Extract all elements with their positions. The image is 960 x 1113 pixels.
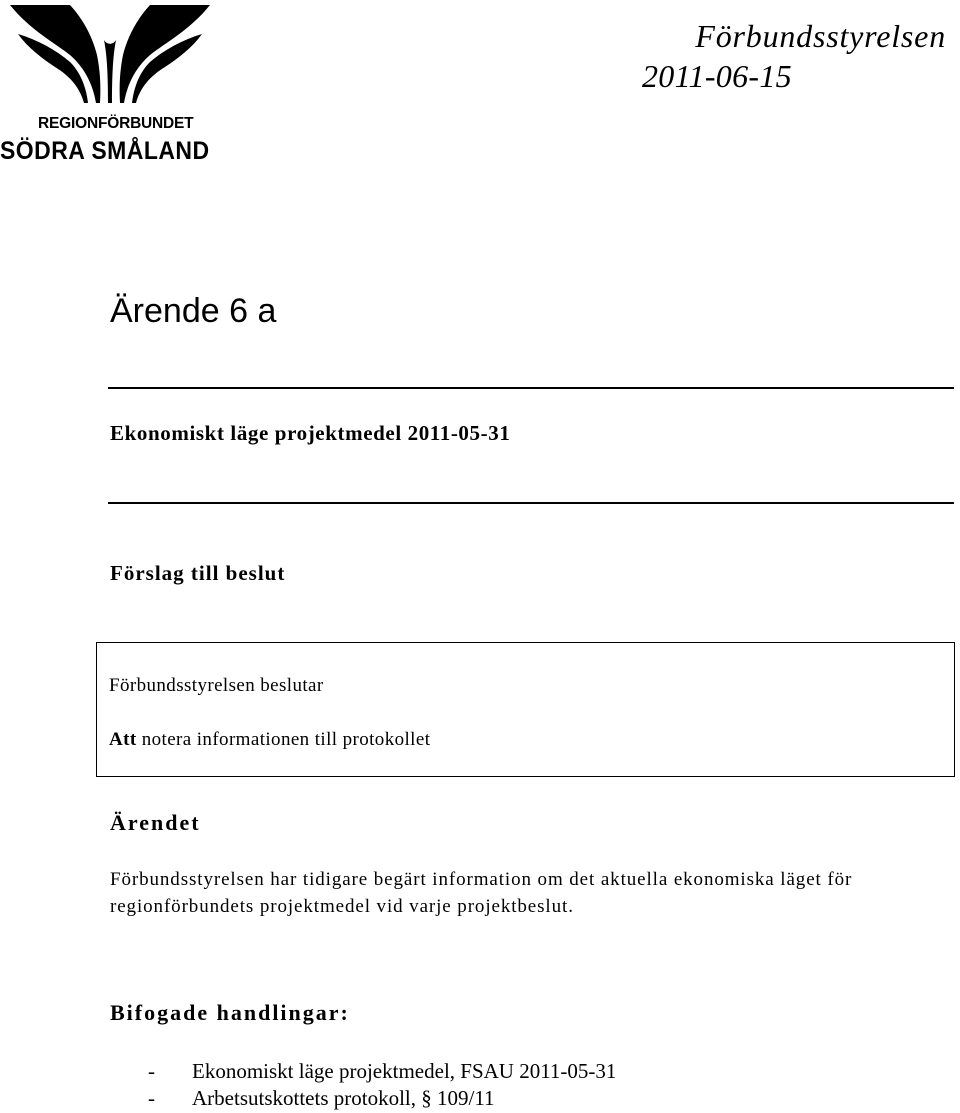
attachment-text: Ekonomiskt läge projektmedel, FSAU 2011-05-31 [192,1059,617,1083]
logo-text-regionforbundet: REGIONFÖRBUNDET [38,115,194,132]
attachment-text: Arbetsutskottets protokoll, § 109/11 [192,1086,495,1110]
list-bullet: - [148,1086,155,1110]
subject-heading: Ekonomiskt läge projektmedel 2011-05-31 [110,421,511,445]
decision-box [96,642,955,777]
matter-body: Förbundsstyrelsen har tidigare begärt information om det aktuella ekonomiska läget för regionförbundets projektmedel vid varje projektbeslut. [110,869,853,917]
case-title: Ärende 6 a [110,292,277,330]
matter-heading: Ärendet [110,810,201,835]
decision-text: notera informationen till protokollet [136,729,431,750]
divider-top [108,387,954,389]
regionforbundet-logo [0,0,220,170]
list-item [148,1058,616,1085]
decision-statement [109,729,430,751]
decision-intro: Förbundsstyrelsen beslutar [109,675,324,696]
bird-wings-icon [0,0,220,115]
header-organization: Förbundsstyrelsen [695,18,946,54]
attachments-list [148,1058,616,1112]
list-bullet: - [148,1059,155,1083]
decision-att: Att [109,729,137,750]
header-date: 2011-06-15 [642,58,792,94]
proposal-heading: Förslag till beslut [110,561,286,585]
list-item [148,1085,616,1112]
divider-bottom [108,502,954,504]
attachments-heading: Bifogade handlingar: [110,1000,350,1025]
logo-text-sodra-smaland: SÖDRA SMÅLAND [0,137,210,165]
